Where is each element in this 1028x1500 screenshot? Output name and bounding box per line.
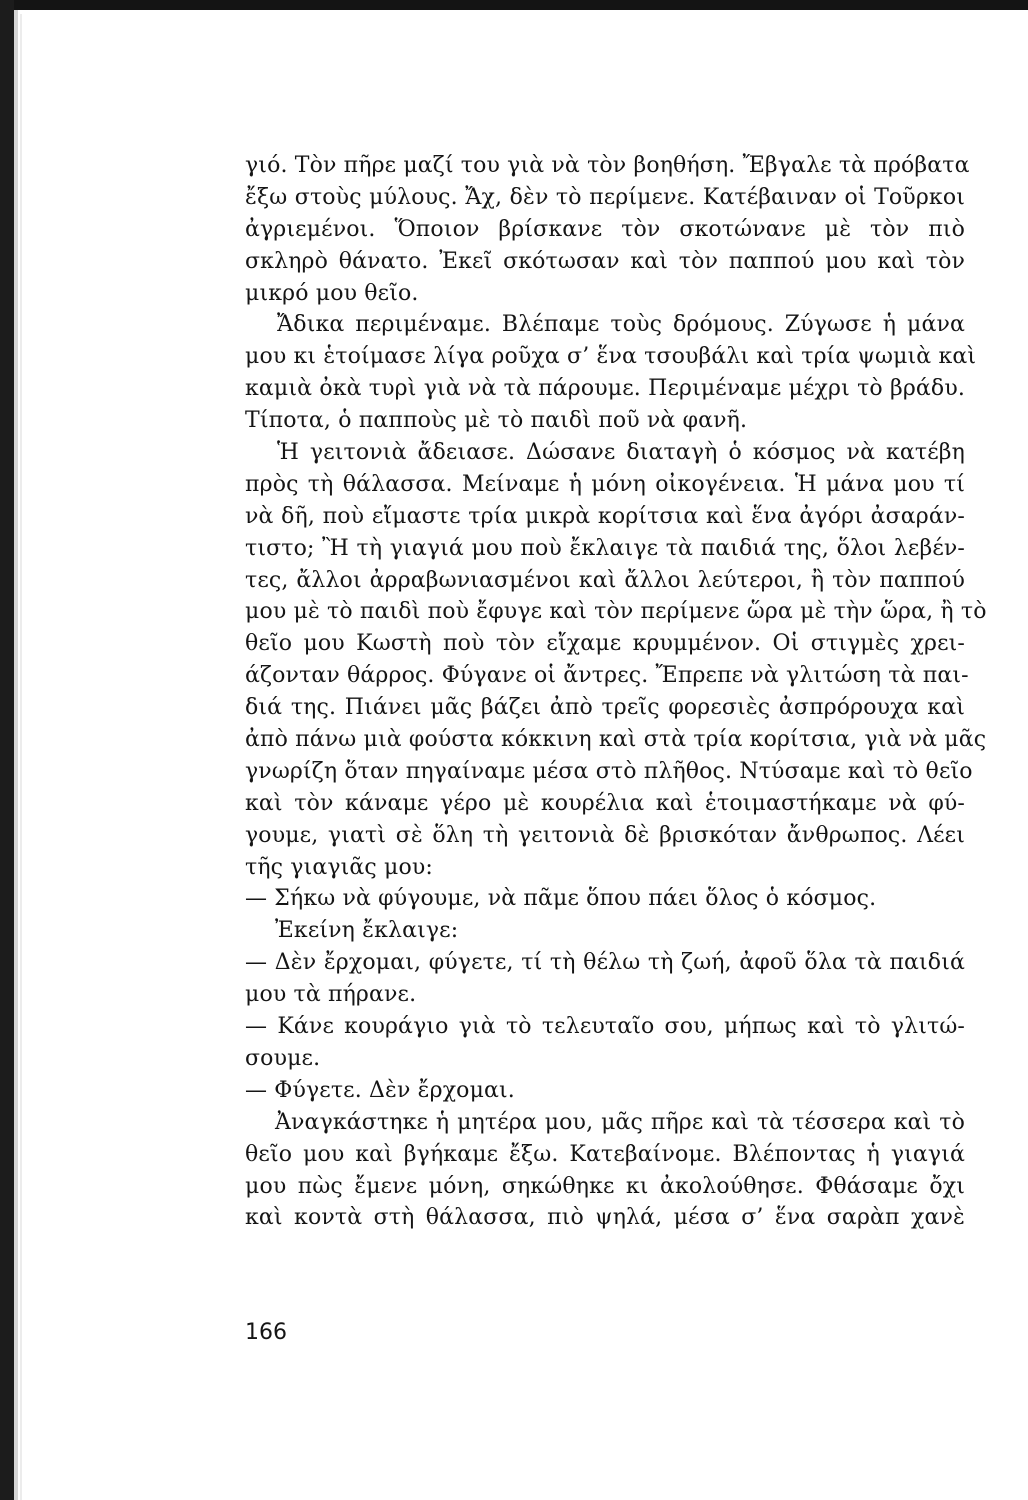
text-line: καὶ τὸν κάναμε γέρο μὲ κουρέλια καὶ ἑτοιμαστήκαμε νὰ φύ- [245,790,965,816]
text-line: Τίποτα, ὁ παπποὺς μὲ τὸ παιδὶ ποῦ νὰ φανῆ. [245,408,748,434]
dialogue-line: — Κάνε κουράγιο γιὰ τὸ τελευταῖο σου, μήπως καὶ τὸ γλιτώ- [245,1014,965,1040]
page-edge-inner [20,14,22,1500]
text-line: μου πὼς ἔμενε μόνη, σηκώθηκε κι ἀκολούθησε. Φθάσαμε ὄχι [245,1173,965,1199]
text-line: θεῖο μου Κωστὴ ποὺ τὸν εἴχαμε κρυμμένον. Οἱ στιγμὲς χρει- [245,631,965,657]
text-line: ἔξω στοὺς μύλους. Ἄχ, δὲν τὸ περίμενε. Κατέβαιναν οἱ Τοῦρκοι [245,184,965,210]
page-number: 166 [245,1320,287,1345]
text-line: Ἡ γειτονιὰ ἄδειασε. Δώσανε διαταγὴ ὁ κόσμος νὰ κατέβη [277,440,965,466]
text-line: μου τὰ πήρανε. [245,982,417,1008]
text-line: μου μὲ τὸ παιδὶ ποὺ ἔφυγε καὶ τὸν περίμενε ὥρα μὲ τὴν ὥρα, ἢ τὸ [245,599,987,625]
text-line: διά της. Πιάνει μᾶς βάζει ἀπὸ τρεῖς φορεσιὲς ἀσπρόρουχα καὶ [245,695,965,721]
text-line: τῆς γιαγιᾶς μου: [245,854,433,880]
text-line: Ἐκείνη ἔκλαιγε: [275,918,459,944]
text-line: γουμε, γιατὶ σὲ ὅλη τὴ γειτονιὰ δὲ βρισκόταν ἄνθρωπος. Λέει [245,822,965,848]
text-line: τιστο; Ἢ τὴ γιαγιά μου ποὺ ἔκλαιγε τὰ παιδιά της, ὅλοι λεβέν- [245,535,965,561]
text-line: ἀπὸ πάνω μιὰ φούστα κόκκινη καὶ στὰ τρία κορίτσια, γιὰ νὰ μᾶς [245,727,987,753]
page-body [245,150,987,1234]
text-line: σουμε. [245,1045,321,1071]
text-line: Ἄδικα περιμέναμε. Βλέπαμε τοὺς δρόμους. Ζύγωσε ἡ μάνα [277,312,965,338]
text-line: νὰ δῆ, ποὺ εἴμαστε τρία μικρὰ κορίτσια καὶ ἕνα ἀγόρι ἀσαράν- [245,503,965,529]
text-line: θεῖο μου καὶ βγήκαμε ἔξω. Κατεβαίνομε. Βλέποντας ἡ γιαγιά [245,1141,965,1167]
text-line: τες, ἄλλοι ἀρραβωνιασμένοι καὶ ἄλλοι λεύτεροι, ἢ τὸν παππού [245,567,965,593]
text-line: σκληρὸ θάνατο. Ἐκεῖ σκότωσαν καὶ τὸν παππού μου καὶ τὸν [245,248,965,274]
dialogue-line: — Φύγετε. Δὲν ἔρχομαι. [245,1077,515,1103]
scan-border-left [0,0,14,1500]
text-line: καμιὰ ὀκὰ τυρὶ γιὰ νὰ τὰ πάρουμε. Περιμέναμε μέχρι τὸ βράδυ. [245,376,965,402]
text-line: Ἀναγκάστηκε ἡ μητέρα μου, μᾶς πῆρε καὶ τὰ τέσσερα καὶ τὸ [275,1109,965,1135]
text-line: πρὸς τὴ θάλασσα. Μείναμε ἡ μόνη οἰκογένεια. Ἡ μάνα μου τί [245,471,965,497]
text-line: ἀγριεμένοι. Ὅποιον βρίσκανε τὸν σκοτώνανε μὲ τὸν πιὸ [245,216,965,242]
text-line: μου κι ἑτοίμασε λίγα ροῦχα σ’ ἕνα τσουβάλι καὶ τρία ψωμιὰ καὶ [245,344,977,370]
scan-border-top [0,0,1028,10]
page-edge [14,10,18,1500]
text-line: γνωρίζη ὅταν πηγαίναμε μέσα στὸ πλῆθος. Ντύσαμε καὶ τὸ θεῖο [245,758,973,784]
text-line: άζονταν θάρρος. Φύγανε οἱ ἄντρες. Ἔπρεπε νὰ γλιτώση τὰ παι- [245,663,969,689]
text-line: μικρό μου θεῖο. [245,280,419,306]
dialogue-line: — Δὲν ἔρχομαι, φύγετε, τί τὴ θέλω τὴ ζωή, ἀφοῦ ὅλα τὰ παιδιά [245,950,965,976]
text-line: γιό. Τὸν πῆρε μαζί του γιὰ νὰ τὸν βοηθήση. Ἔβγαλε τὰ πρόβατα [245,153,970,178]
dialogue-line: — Σήκω νὰ φύγουμε, νὰ πᾶμε ὅπου πάει ὅλος ὁ κόσμος. [245,886,877,912]
text-line: καὶ κοντὰ στὴ θάλασσα, πιὸ ψηλά, μέσα σ’ ἕνα σαρὰπ χανὲ [245,1205,965,1231]
